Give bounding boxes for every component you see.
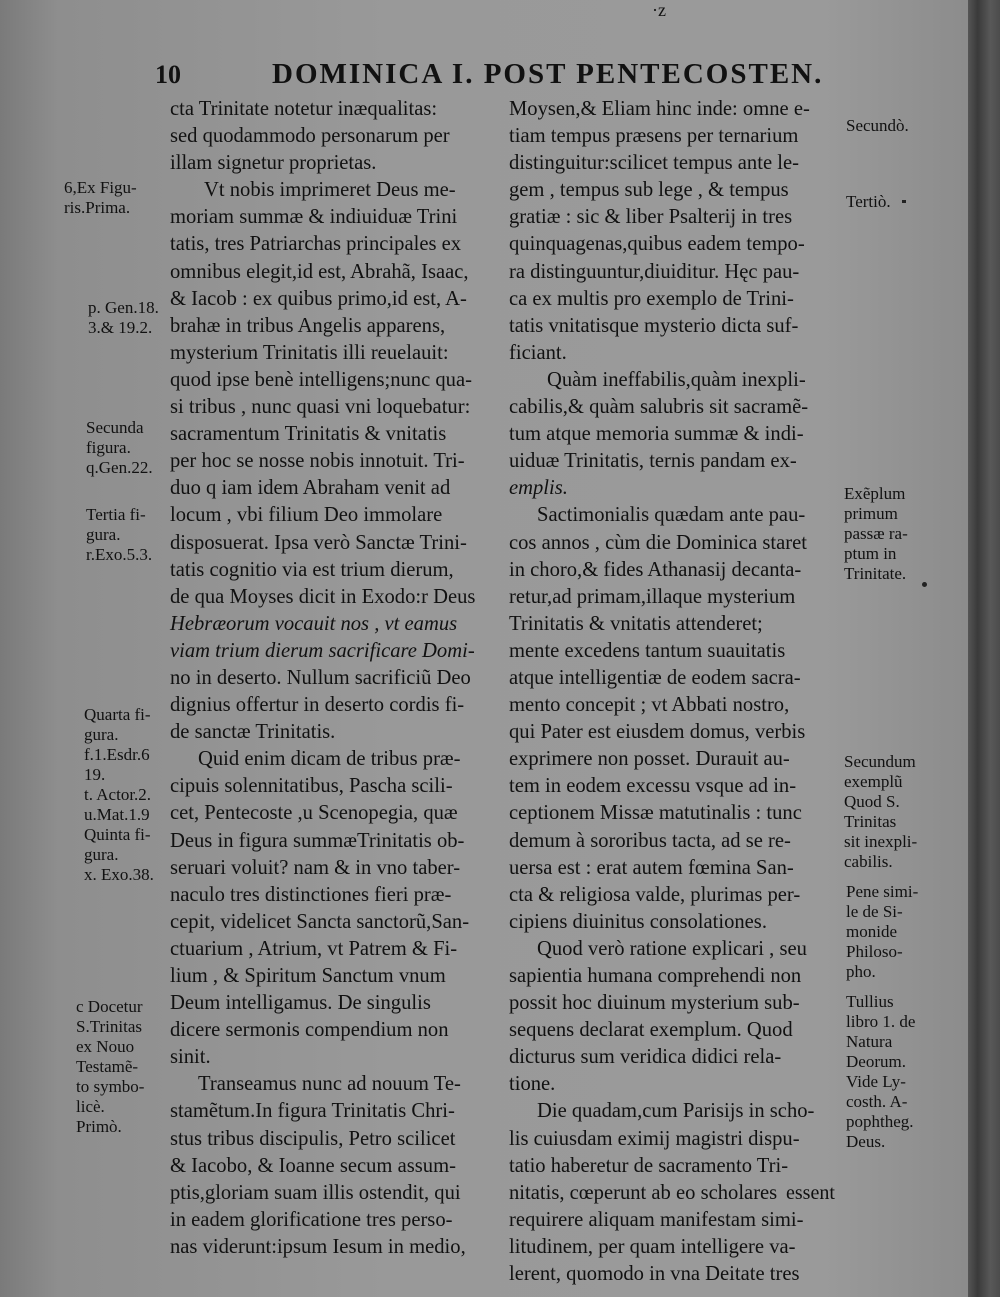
gloss-line: Quinta fi- [84, 825, 151, 844]
text-line: locum , vbi filium Deo immolare [170, 504, 443, 527]
left-gloss-6 [76, 997, 144, 1137]
gloss-line: ptum in [844, 544, 897, 563]
text-line: quod ipse benè intelligens;nunc qua- [170, 368, 472, 391]
text-line: in eadem glorificatione tres perso- [170, 1208, 453, 1231]
text-line: de qua Moyses dicit in Exodo:r Deus [170, 585, 476, 608]
text-line: cet, Pentecoste ,u Scenopegia, quæ [170, 802, 458, 825]
gloss-line: passæ ra- [844, 524, 908, 543]
text-line: lium , & Spiritum Sanctum vnum [170, 965, 446, 987]
text-line: ctuarium , Atrium, vt Patrem & Fi- [170, 937, 458, 960]
gloss-line: Deus. [846, 1132, 886, 1151]
text-line: disposuerat. Ipsa verò Sanctæ Trini- [170, 531, 467, 554]
text-line: emplis. [509, 477, 568, 500]
left-gloss-3 [86, 418, 153, 478]
gloss-line: x. Exo.38. [84, 865, 154, 884]
gloss-line: Quod S. [844, 792, 900, 811]
page-header [150, 58, 970, 92]
ink-speck [922, 582, 927, 587]
text-line: dignius offertur in deserto cordis fi- [170, 694, 465, 717]
text-line: ptis,gloriam suam illis ostendit, qui [170, 1181, 461, 1204]
text-line: nas viderunt:ipsum Iesum in medio, [170, 1235, 466, 1258]
gloss-line: gura. [84, 725, 119, 744]
text-line: uiduæ Trinitatis, ternis pandam ex- [509, 450, 797, 473]
gloss-line: r.Exo.5.3. [86, 545, 153, 564]
gloss-line: Tertiò. [846, 192, 891, 211]
text-line: atque intelligentiæ de eodem sacra- [509, 666, 801, 689]
text-line: stamẽtum.In figura Trinitatis Chri- [170, 1100, 455, 1123]
running-title: DOMINICA I. POST PENTECOSTEN. [272, 58, 824, 90]
text-line: Die quadam,cum Parisijs in scho- [537, 1100, 815, 1123]
text-line: Vt nobis imprimeret Deus me- [204, 179, 456, 202]
text-line: naculo tres distinctiones fieri præ- [170, 883, 452, 906]
right-gloss-4 [844, 752, 917, 872]
gloss-line: p. Gen.18. [88, 298, 159, 317]
text-line: retur,ad primam,illaque mysterium [509, 585, 796, 608]
gloss-line: costh. A- [846, 1092, 908, 1111]
catchword: essent [786, 1182, 835, 1204]
gloss-line: Natura [846, 1032, 893, 1051]
text-line: demum à sororibus tacta, ad se re- [509, 829, 791, 852]
left-gloss-5 [84, 705, 154, 885]
gloss-line: Philoso- [846, 942, 903, 961]
text-line: si tribus , nunc quasi vni loquebatur: [170, 396, 471, 419]
gloss-line: Secundò. [846, 116, 909, 135]
gloss-line: u.Mat.1.9 [84, 805, 150, 824]
text-line: nitatis, cœperunt ab eo scholares [509, 1181, 778, 1204]
gloss-line: f.1.Esdr.6 [84, 745, 150, 764]
text-line: tatis, tres Patriarchas principales ex [170, 233, 462, 256]
text-line: Sactimonialis quædam ante pau- [537, 504, 806, 527]
gloss-line: ex Nouo [76, 1037, 135, 1056]
gloss-line: t. Actor.2. [84, 785, 152, 804]
gloss-line: ris.Prima. [64, 198, 131, 217]
text-line: duo q iam idem Abraham venit ad [170, 477, 451, 500]
gloss-line: Secunda [86, 418, 144, 437]
text-line: mento concepit ; vt Abbati nostro, [509, 694, 790, 717]
gloss-line: figura. [86, 438, 131, 457]
text-line: viam trium dierum sacrificare Domi- [170, 639, 475, 662]
text-line: cos annos , cùm die Dominica staret [509, 531, 807, 554]
text-line: cipuis solennitatibus, Pascha scili- [170, 775, 453, 798]
text-line: sacramentum Trinitatis & vnitatis [170, 423, 447, 446]
gloss-line: exemplũ [844, 772, 903, 791]
gloss-line: 6,Ex Figu- [64, 178, 137, 197]
gloss-line: q.Gen.22. [86, 458, 153, 477]
text-line: sapientia humana comprehendi non [509, 965, 802, 987]
text-line: Deus in figura summæTrinitatis ob- [170, 829, 465, 852]
text-line: mente excedens tantum suauitatis [509, 639, 786, 662]
gloss-line: primum [844, 504, 898, 523]
text-line: quinquagenas,quibus eadem tempo- [509, 233, 805, 256]
gloss-line: Exẽplum [844, 484, 906, 503]
gloss-line: c Docetur [76, 997, 143, 1016]
gloss-line: le de Si- [846, 902, 903, 921]
text-line: tatis cognitio via est trium dierum, [170, 558, 454, 581]
gloss-line: Tullius [846, 992, 894, 1011]
text-line: brahæ in tribus Angelis apparens, [170, 314, 446, 337]
text-line: ca ex multis pro exemplo de Trini- [509, 287, 794, 310]
text-line: dicturus sum veridica didici rela- [509, 1046, 782, 1069]
text-line: no in deserto. Nullum sacrificiũ Deo [170, 666, 471, 689]
text-line: qui Pater est eiusdem domus, verbis [509, 721, 806, 744]
right-gloss-6 [846, 992, 915, 1152]
right-gloss-3 [844, 484, 908, 584]
text-line: Deum intelligamus. De singulis [170, 992, 431, 1015]
gloss-line: gura. [84, 845, 119, 864]
text-line: & Iacobo, & Ioanne secum assum- [170, 1154, 456, 1177]
text-line: ceptionem Missæ matutinalis : tunc [509, 802, 802, 825]
text-line: lerent, quomodo in vna Deitate tres [509, 1263, 800, 1286]
text-line: tatio haberetur de sacramento Tri- [509, 1154, 789, 1177]
text-line: & Iacob : ex quibus primo,id est, A- [170, 287, 467, 310]
text-line: gem , tempus sub lege , & tempus [509, 179, 789, 202]
text-line: tatis vnitatisque mysterio dicta suf- [509, 314, 799, 337]
text-line: Quid enim dicam de tribus præ- [198, 748, 461, 771]
text-line: Transeamus nunc ad nouum Te- [198, 1073, 461, 1096]
right-text-column [509, 96, 844, 1288]
text-line: cipiens diuinitus consolationes. [509, 910, 767, 933]
text-line: ficiant. [509, 341, 567, 364]
right-gloss-1 [846, 116, 909, 136]
gloss-line: Tertia fi- [86, 505, 146, 524]
gloss-line: licè. [76, 1097, 105, 1116]
text-line: sequens declarat exemplum. Quod [509, 1019, 793, 1042]
text-line: ra distinguuntur,diuiditur. Hęc pau- [509, 260, 800, 283]
text-line: omnibus elegit,id est, Abrahã, Isaac, [170, 260, 469, 283]
gloss-line: 19. [84, 765, 106, 784]
text-line: de sanctæ Trinitatis. [170, 721, 336, 744]
text-line: distinguitur:scilicet tempus ante le- [509, 152, 799, 175]
gloss-line: sit inexpli- [844, 832, 918, 851]
gloss-line: to symbo- [76, 1077, 145, 1096]
gloss-line: S.Trinitas [76, 1017, 142, 1036]
right-gloss-5 [846, 882, 918, 982]
text-line: tione. [509, 1073, 556, 1096]
gloss-line: pophtheg. [846, 1112, 914, 1131]
text-line: tiam tempus præsens per ternarium [509, 125, 799, 148]
text-line: Hebræorum vocauit nos , vt eamus [170, 612, 458, 635]
gloss-line: libro 1. de [846, 1012, 916, 1031]
gloss-line: Testamẽ- [76, 1057, 139, 1076]
text-line: lis cuiusdam eximij magistri dispu- [509, 1127, 800, 1150]
text-line: Quod verò ratione explicari , seu [537, 937, 807, 960]
text-line: Trinitatis & vnitatis attenderet; [509, 612, 763, 635]
text-line: dicere sermonis compendium non [170, 1019, 449, 1042]
book-gutter [968, 0, 1000, 1297]
gloss-line: Quarta fi- [84, 705, 151, 724]
gloss-line: Trinitas [844, 812, 897, 831]
text-line: cepit, videlicet Sancta sanctorũ,San- [170, 910, 470, 933]
left-text-column [170, 96, 505, 1261]
gloss-line: Pene simi- [846, 882, 919, 901]
text-line: seruari voluit? nam & in vno taber- [170, 856, 461, 879]
gloss-line: gura. [86, 525, 121, 544]
text-line: cta Trinitate notetur inæqualitas: [170, 98, 438, 120]
text-line: tum atque memoria summæ & indi- [509, 423, 804, 446]
gloss-line: cabilis. [844, 852, 893, 871]
text-line: stus tribus discipulis, Petro scilicet [170, 1127, 456, 1150]
page-number: 10 [155, 60, 181, 89]
gloss-line: pho. [846, 962, 876, 981]
left-gloss-4 [86, 505, 152, 565]
text-line: sinit. [170, 1046, 211, 1069]
text-line: Moysen,& Eliam hinc inde: omne e- [509, 98, 810, 120]
text-line: gratiæ : sic & liber Psalterij in tres [509, 206, 793, 229]
gloss-line: monide [846, 922, 897, 941]
text-line: uersa est : erat autem fœmina San- [509, 856, 794, 879]
text-line: Quàm ineffabilis,quàm inexpli- [547, 368, 806, 391]
text-line: tem in eodem excessu vsque ad in- [509, 775, 797, 798]
text-line: litudinem, per quam intelligere va- [509, 1235, 796, 1258]
text-line: in choro,& fides Athanasij decanta- [509, 558, 802, 581]
gloss-line: Secundum [844, 752, 916, 771]
left-gloss-2 [88, 298, 159, 338]
gloss-line: 3.& 19.2. [88, 318, 153, 337]
text-line: illam signetur proprietas. [170, 152, 377, 175]
text-line: cta & religiosa valde, plurimas per- [509, 883, 801, 906]
text-line: moriam summæ & indiuiduæ Trini [170, 206, 458, 229]
text-line: sed quodammodo personarum per [170, 125, 450, 148]
gloss-line: Trinitate. [844, 564, 907, 583]
ink-speck [902, 200, 906, 203]
text-line: requirere aliquam manifestam simi- [509, 1208, 804, 1231]
gloss-line: Deorum. [846, 1052, 906, 1071]
text-line: possit hoc diuinum mysterium sub- [509, 992, 800, 1015]
text-line: exprimere non posset. Durauit au- [509, 748, 790, 771]
text-line: per hoc se nosse nobis innotuit. Tri- [170, 450, 465, 473]
text-line: mysterium Trinitatis illi reuelauit: [170, 341, 449, 364]
left-gloss-1 [64, 178, 137, 218]
top-mark: ·z [652, 0, 666, 20]
gloss-line: Vide Ly- [846, 1072, 906, 1091]
text-line: cabilis,& quàm salubris sit sacramẽ- [509, 396, 809, 419]
gloss-line: Primò. [76, 1117, 122, 1136]
right-gloss-2 [846, 192, 891, 212]
